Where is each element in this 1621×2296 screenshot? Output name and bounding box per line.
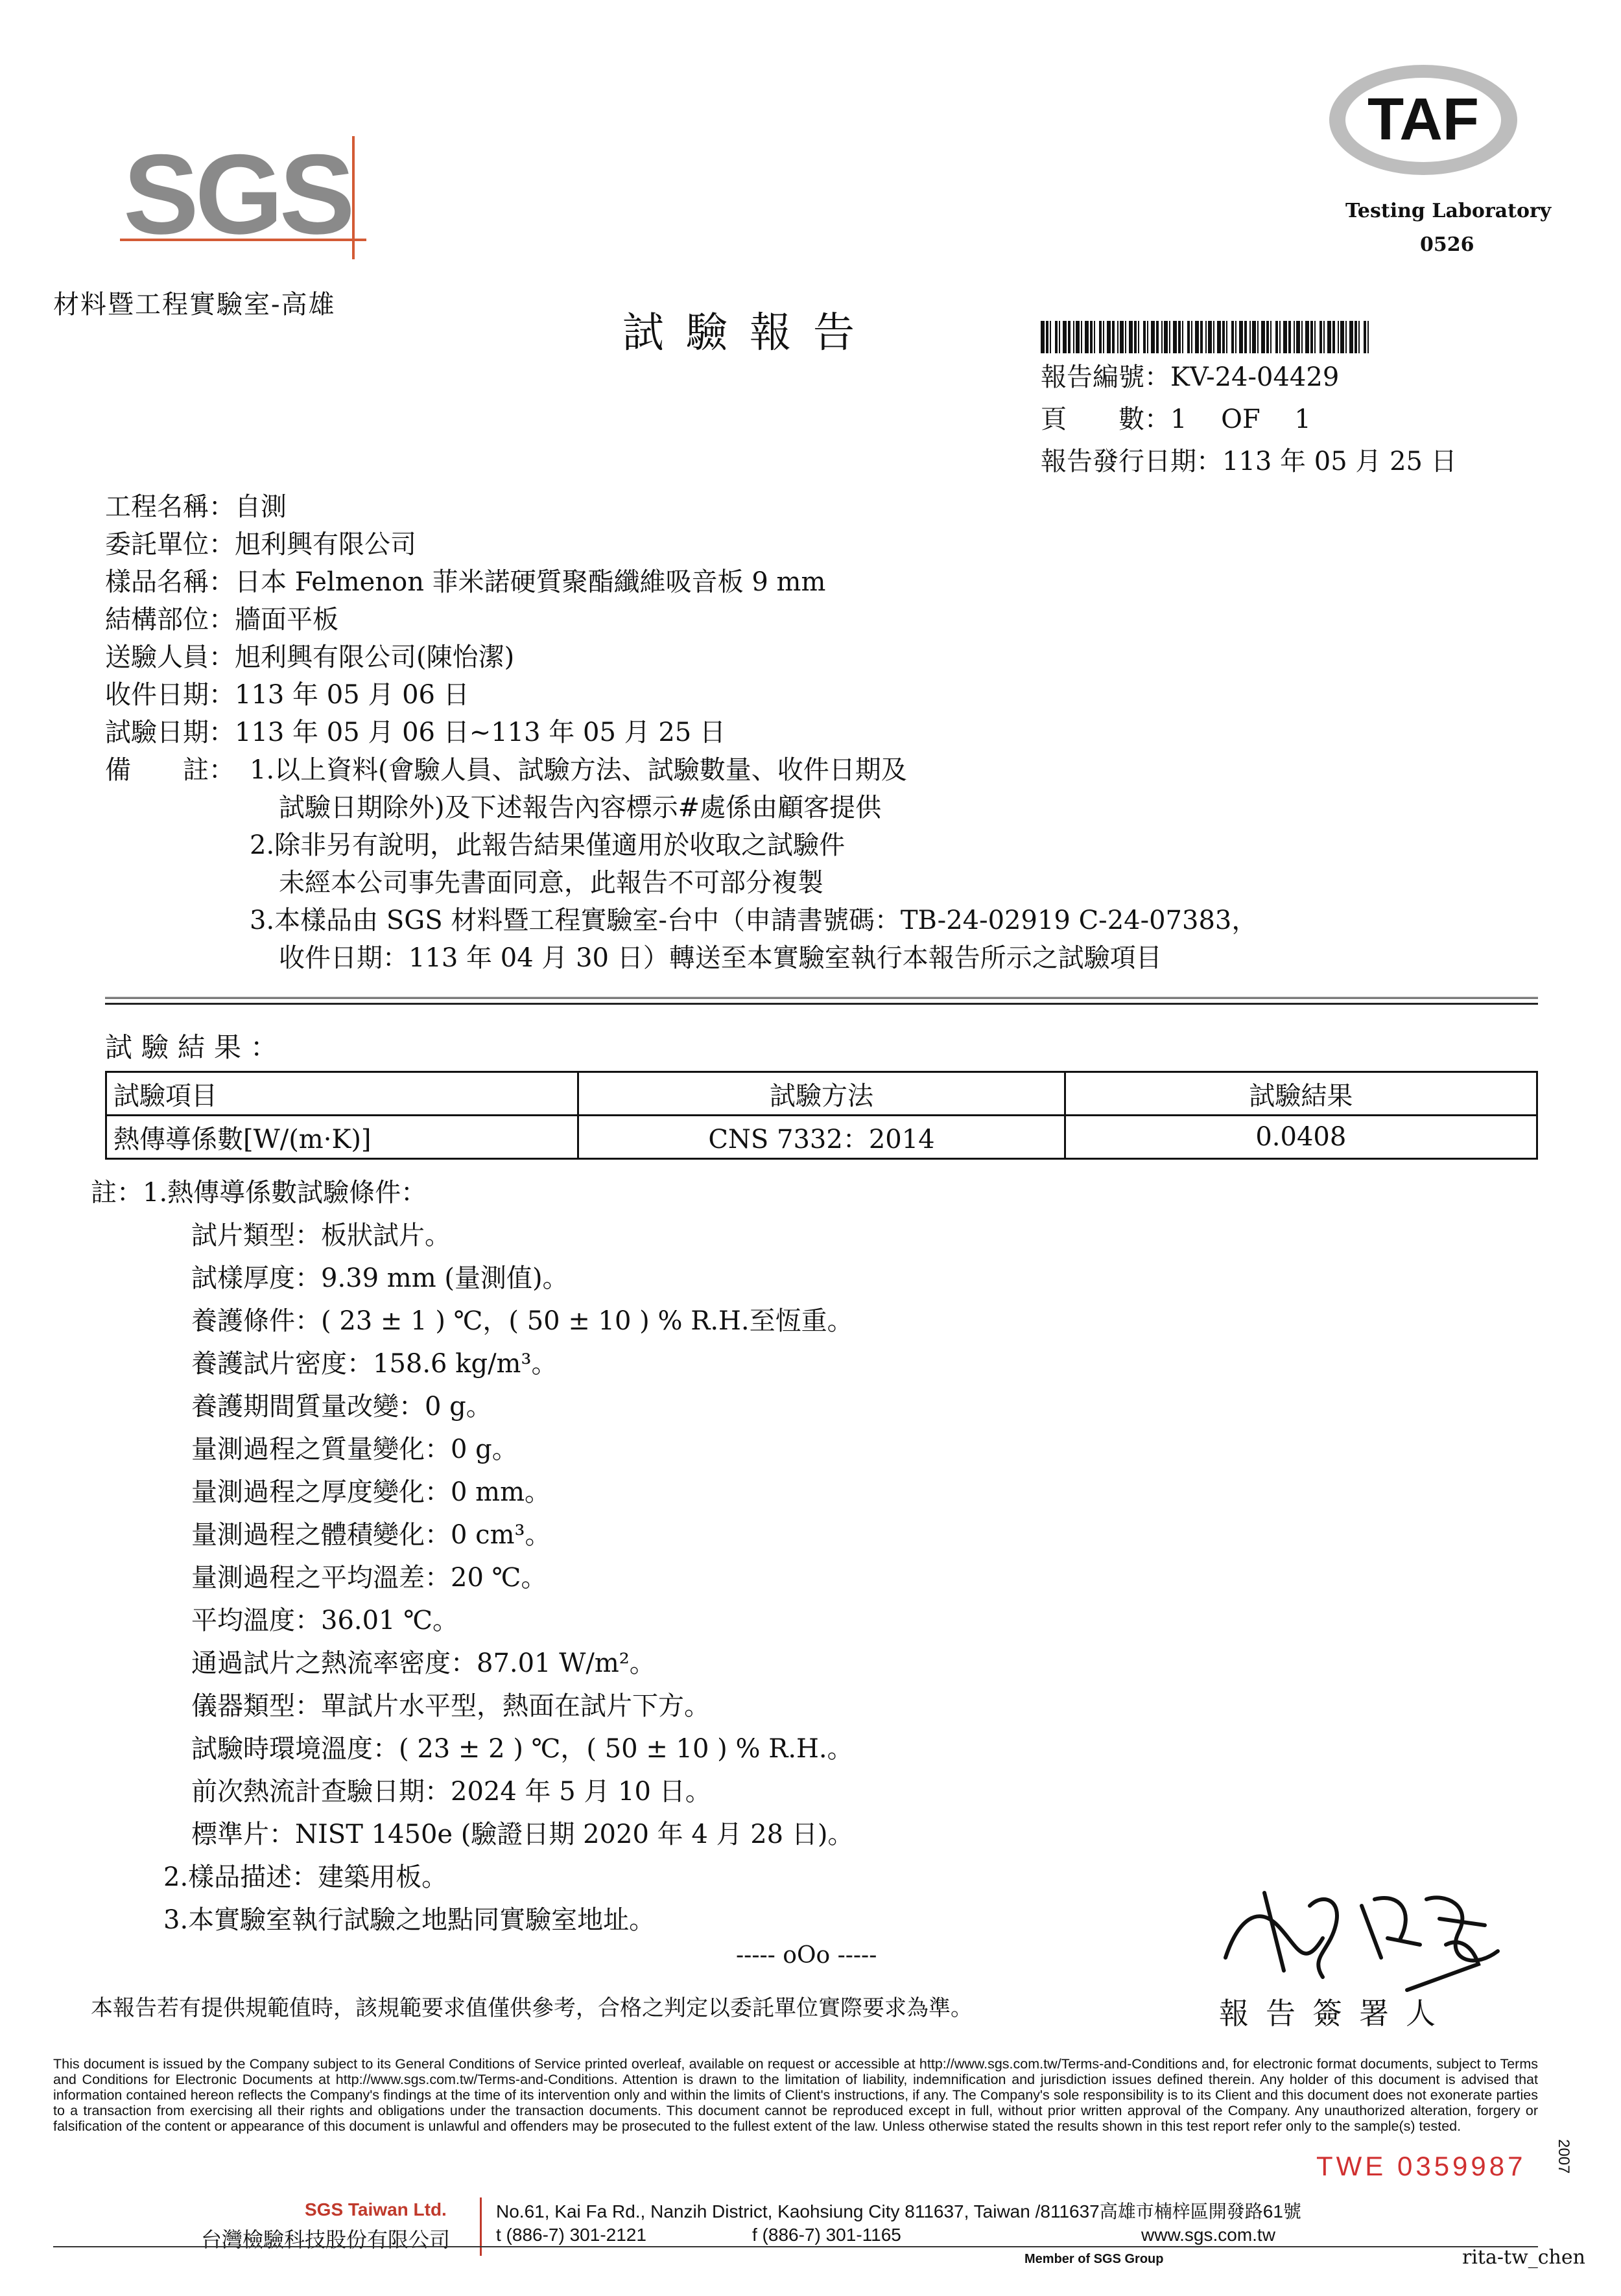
note-item: 養護期間質量改變：0 g。 [191, 1392, 492, 1422]
barcode-bar [1085, 321, 1089, 353]
barcode-bar [1222, 321, 1225, 353]
barcode-bar [1349, 321, 1353, 353]
note-item: 量測過程之體積變化：0 cm³。 [191, 1520, 551, 1550]
report-number: 報告編號：KV-24-04429 [1041, 362, 1340, 392]
barcode-bar [1323, 321, 1325, 353]
sample-name: 樣品名稱：日本 Felmenon 菲米諾硬質聚酯纖維吸音板 9 mm [105, 567, 826, 597]
barcode-bar [1073, 321, 1074, 353]
taf-logo [1326, 62, 1520, 178]
results-table [105, 1071, 1538, 1160]
cell-result: 0.0408 [1065, 1116, 1537, 1159]
submitter: 送驗人員：旭利興有限公司(陳怡潔) [105, 642, 515, 672]
barcode-bar [1081, 321, 1082, 353]
note-item-2: 2.樣品描述：建築用板。 [163, 1862, 448, 1892]
footer-fax: f (886-7) 301-1165 [752, 2225, 901, 2245]
barcode-bar [1252, 321, 1256, 353]
barcode-bar [1319, 321, 1322, 353]
barcode-bar [1226, 321, 1227, 353]
end-mark: ----- oOo ----- [736, 1942, 877, 1969]
barcode-bar [1134, 321, 1137, 353]
footer-address: No.61, Kai Fa Rd., Nanzih District, Kaohsiung City 811637, Taiwan /811637高雄市楠梓區開發路61號 [496, 2201, 1301, 2221]
taf-number: 0526 [1420, 233, 1474, 256]
barcode-bar [1107, 321, 1111, 353]
sgs-logo-text: SGS [123, 136, 351, 258]
barcode-bar [1187, 321, 1190, 353]
note-item: 平均溫度：36.01 ℃。 [191, 1606, 458, 1635]
barcode-bar [1332, 321, 1335, 353]
barcode-bar [1345, 321, 1347, 353]
note-item: 前次熱流計查驗日期：2024 年 5 月 10 日。 [191, 1777, 711, 1807]
legal-disclaimer: This document is issued by the Company subject to its General Conditions of Service printed overleaf, available on request or accessible at http://www.sgs.com.tw/Terms-and-Conditions and, for electronic format documents, subject to Terms and Conditions for Electronic Documents at http://www.sgs.com.tw/Terms-and-Conditions. Attention is drawn to the limitation of liability, indemnification and jurisdiction issues defined therein. Any holder of this document is advised that information contained hereon reflects the Company's findings at the time of its intervention only and within the limits of Client's instructions, if any. The Company's sole responsibility is to its Client and this document does not exonerate parties to a transaction from exercising all their rights and obligations under the transaction documents. This document cannot be reproduced except in full, without prior written approval of the Company. Any unauthorized alteration, forgery or falsification of the content or appearance of this document is unlawful and offenders may be prosecuted to the fullest extent of the law. Unless otherwise stated the results shown in this test report refer only to the sample(s) tested. [53, 2056, 1538, 2134]
barcode-bar [1205, 321, 1207, 353]
barcode-bar [1200, 321, 1203, 353]
notes-head: 註：1.熱傳導係數試驗條件： [91, 1178, 427, 1208]
note-item: 量測過程之厚度變化：0 mm。 [191, 1477, 551, 1507]
barcode-bar [1059, 321, 1060, 353]
barcode-bar [1195, 321, 1199, 353]
barcode-bar [1338, 321, 1339, 353]
barcode-bar [1235, 321, 1236, 353]
lab-name: 材料暨工程實驗室-高雄 [53, 290, 336, 320]
barcode-bar [1296, 321, 1300, 353]
barcode-bar [1125, 321, 1126, 353]
barcode-bar [1327, 321, 1331, 353]
remark-line: 收件日期：113 年 04 月 30 日）轉送至本實驗室執行本報告所示之試驗項目 [279, 943, 1162, 973]
barcode-bar [1257, 321, 1259, 353]
barcode-bar [1355, 321, 1357, 353]
barcode-bar [1182, 321, 1183, 353]
results-title: 試驗結果： [105, 1031, 287, 1063]
footer-rule [53, 2246, 1538, 2247]
barcode-bar [1231, 321, 1234, 353]
note-item: 量測過程之平均溫差：20 ℃。 [191, 1563, 547, 1593]
cell-method: CNS 7332：2014 [578, 1116, 1065, 1159]
barcode-bar [1279, 321, 1281, 353]
barcode-bar [1244, 321, 1247, 353]
footer-website: www.sgs.com.tw [1141, 2225, 1275, 2245]
double-separator [105, 997, 1538, 1005]
barcode-bar [1261, 321, 1265, 353]
barcode-bar [1208, 321, 1212, 353]
issue-date: 報告發行日期：113 年 05 月 25 日 [1041, 447, 1457, 476]
remark-line: 3.本樣品由 SGS 材料暨工程實驗室-台中（申請書號碼：TB-24-02919 C-24-07383， [250, 906, 1258, 935]
barcode-bar [1270, 321, 1272, 353]
signature [1213, 1880, 1524, 1997]
taf-mark: TAF [1367, 86, 1480, 152]
remark-line: 未經本公司事先書面同意，此報告不可部分複製 [279, 868, 823, 898]
note-item: 標準片：NIST 1450e (驗證日期 2020 年 4 月 28 日)。 [191, 1820, 854, 1849]
barcode-bar [1191, 321, 1192, 353]
note-item: 試驗時環境溫度：( 23 ± 2 ) ℃，( 50 ± 10 ) % R.H.。 [191, 1734, 853, 1764]
barcode-bar [1103, 321, 1104, 353]
barcode-bar [1294, 321, 1295, 353]
barcode-bar [1090, 321, 1093, 353]
barcode-bar [1217, 321, 1221, 353]
footer-member: Member of SGS Group [1024, 2252, 1164, 2266]
footer-code: rita-tw_chen [1462, 2246, 1585, 2269]
barcode-bar [1358, 321, 1360, 353]
page-count: 頁 數：1 OF 1 [1041, 404, 1311, 434]
barcode-bar [1283, 321, 1287, 353]
note-item: 量測過程之質量變化：0 g。 [191, 1435, 518, 1464]
receive-date: 收件日期：113 年 05 月 06 日 [105, 680, 469, 710]
barcode-bar [1050, 321, 1051, 353]
barcode-bar [1161, 321, 1163, 353]
barcode-bar [1288, 321, 1291, 353]
barcode-bar [1068, 321, 1071, 353]
barcode-bar [1275, 321, 1278, 353]
barcode-bar [1249, 321, 1251, 353]
barcode-bar [1169, 321, 1170, 353]
note-item: 儀器類型：單試片水平型，熱面在試片下方。 [191, 1691, 710, 1721]
footer-tel: t (886-7) 301-2121 [496, 2225, 646, 2245]
note-item: 養護條件：( 23 ± 1 ) ℃，( 50 ± 10 ) % R.H.至恆重。 [191, 1306, 853, 1336]
client: 委託單位：旭利興有限公司 [105, 530, 416, 559]
remarks-label: 備 註： [105, 755, 235, 785]
taf-testing-laboratory: Testing Laboratory [1345, 200, 1552, 222]
barcode-bar [1310, 321, 1313, 353]
remark-line: 1.以上資料(會驗人員、試驗方法、試驗數量、收件日期及 [250, 755, 907, 785]
barcode-bar [1076, 321, 1080, 353]
barcode-bar [1173, 321, 1177, 353]
barcode-bar [1340, 321, 1344, 353]
barcode-bar [1164, 321, 1168, 353]
note-item: 試樣厚度：9.39 mm (量測值)。 [191, 1263, 569, 1293]
barcode-bar [1138, 321, 1139, 353]
barcode-bar [1099, 321, 1102, 353]
barcode-bar [1367, 321, 1369, 353]
barcode-bar [1301, 321, 1303, 353]
barcode-bar [1364, 321, 1366, 353]
barcode [1041, 321, 1371, 353]
header-item: 試驗項目 [106, 1072, 578, 1116]
barcode-bar [1112, 321, 1115, 353]
barcode-bar [1147, 321, 1148, 353]
structure-part: 結構部位：牆面平板 [105, 605, 338, 635]
barcode-bar [1156, 321, 1159, 353]
barcode-bar [1151, 321, 1155, 353]
barcode-bar [1178, 321, 1181, 353]
cell-item: 熱傳導係數[W/(m·K)] [106, 1116, 578, 1159]
signatory-label: 報告簽署人 [1219, 1996, 1452, 2031]
footer-company-zh: 台灣檢驗科技股份有限公司 [201, 2227, 451, 2252]
serial-number: TWE 0359987 [1316, 2151, 1526, 2181]
note-item-3: 3.本實驗室執行試驗之地點同實驗室地址。 [163, 1905, 656, 1935]
note-item: 試片類型：板狀試片。 [191, 1221, 451, 1250]
remark-line: 2.除非另有說明，此報告結果僅適用於收取之試驗件 [250, 830, 846, 860]
footnote: 本報告若有提供規範值時，該規範要求值僅供參考，合格之判定以委託單位實際要求為準。 [91, 1995, 973, 2021]
barcode-bar [1239, 321, 1243, 353]
barcode-bar [1055, 321, 1058, 353]
sgs-logo [120, 136, 366, 259]
barcode-bar [1213, 321, 1214, 353]
document-title: 試驗報告 [622, 309, 877, 357]
remark-line: 試驗日期除外)及下述報告內容標示#處係由顧客提供 [279, 793, 882, 823]
barcode-bar [1041, 321, 1045, 353]
side-year: 2007 [1555, 2139, 1572, 2174]
barcode-bar [1063, 321, 1067, 353]
barcode-bar [1143, 321, 1146, 353]
note-item: 通過試片之熱流率密度：87.01 W/m²。 [191, 1648, 656, 1678]
footer-company-en: SGS Taiwan Ltd. [305, 2199, 447, 2220]
project-name: 工程名稱：自測 [105, 492, 287, 522]
barcode-bar [1305, 321, 1309, 353]
note-item: 養護試片密度：158.6 kg/m³。 [191, 1349, 558, 1379]
barcode-bar [1094, 321, 1095, 353]
header-method: 試驗方法 [578, 1072, 1065, 1116]
barcode-bar [1314, 321, 1316, 353]
barcode-bar [1046, 321, 1048, 353]
table-header-row [106, 1072, 1537, 1116]
barcode-bar [1120, 321, 1124, 353]
barcode-bar [1266, 321, 1269, 353]
header-result: 試驗結果 [1065, 1072, 1537, 1116]
barcode-bar [1117, 321, 1118, 353]
table-row [106, 1116, 1537, 1159]
barcode-bar [1129, 321, 1133, 353]
test-date: 試驗日期：113 年 05 月 06 日~113 年 05 月 25 日 [105, 718, 726, 747]
